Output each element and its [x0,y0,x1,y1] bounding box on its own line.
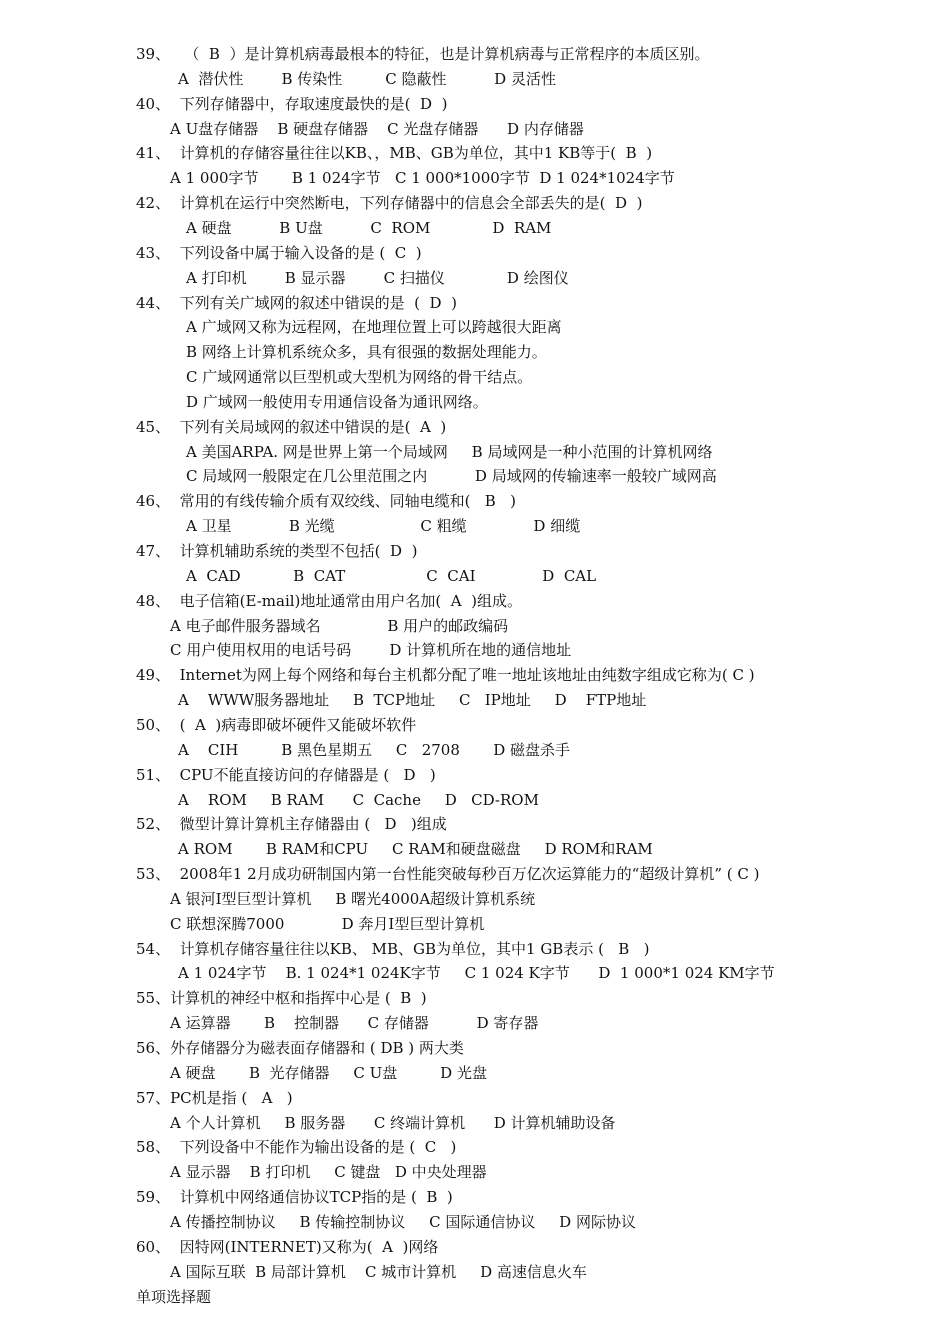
question-line: 47、 计算机辅助系统的类型不包括( D ) [136,542,418,560]
question-line: 52、 微型计算计算机主存储器由 ( D )组成 [136,815,447,834]
option-line: A 打印机 B 显示器 C 扫描仪 D 绘图仪 [186,268,569,287]
question-line: 48、 电子信箱(E-mail)地址通常由用户名加( A )组成。 [136,591,522,610]
question-line: 55、计算机的神经中枢和指挥中心是 ( B ) [136,989,427,1008]
option-line: A WWW服务器地址 B TCP地址 C IP地址 D FTP地址 [178,691,647,710]
option-line: C 用户使用权用的电话号码 D 计算机所在地的通信地址 [170,641,572,660]
option-line: A 广域网又称为远程网，在地理位置上可以跨越很大距离 [186,318,562,337]
option-line: A ROM B RAM C Cache D CD-ROM [178,790,539,809]
question-line: 54、 计算机存储容量往往以KB、 MB、GB为单位，其中1 GB表示 ( B ) [136,939,650,958]
question-line: 53、 2008年1 2月成功研制国内第一台性能突破每秒百万亿次运算能力的“超级计算机” ( C ) [136,865,760,884]
question-line: 41、 计算机的存储容量往往以KB、，MB、GB为单位，其中1 KB等于( B ) [136,144,653,163]
option-line: A 运算器 B 控制器 C 存储器 D 寄存器 [170,1014,539,1033]
option-line: A 显示器 B 打印机 C 键盘 D 中央处理器 [170,1163,487,1182]
option-line: C 广域网通常以巨型机或大型机为网络的骨干结点。 [186,368,533,387]
option-line: A 传播控制协议 B 传输控制协议 C 国际通信协议 D 网际协议 [170,1212,636,1231]
option-line: D 广域网一般使用专用通信设备为通讯网络。 [186,392,488,411]
question-line: 44、 下列有关广域网的叙述中错误的是 ( D ) [136,293,457,312]
option-line: A CIH B 黑色星期五 C 2708 D 磁盘杀手 [178,740,571,759]
option-line: A 1 000字节 B 1 024字节 C 1 000*1000字节 D 1 024*1024字节 [170,169,675,188]
question-line: 49、 Internet为网上每个网络和每台主机都分配了唯一地址该地址由纯数字组成它称为( C ) [136,666,755,685]
option-line: A ROM B RAM和CPU C RAM和硬盘磁盘 D ROM和RAM [178,840,653,859]
option-line: A 电子邮件服务器域名 B 用户的邮政编码 [170,616,509,635]
option-line: C 局域网一般限定在几公里范围之内 D 局域网的传输速率一般较广域网高 [186,467,717,486]
option-line: A 美国ARPA. 网是世界上第一个局域网 B 局域网是一种小范围的计算机网络 [186,442,713,461]
option-line: A 硬盘 B U盘 C ROM D RAM [186,218,552,237]
question-line: 42、 计算机在运行中突然断电，下列存储器中的信息会全部丢失的是( D ) [136,194,643,213]
option-line: A 个人计算机 B 服务器 C 终端计算机 D 计算机辅助设备 [170,1113,616,1132]
option-line: A U盘存储器 B 硬盘存储器 C 光盘存储器 D 内存储器 [170,119,584,138]
question-line: 57、PC机是指 ( A ) [136,1088,293,1107]
question-line: 43、 下列设备中属于输入设备的是 ( C ) [136,243,422,262]
question-line: 45、 下列有关局域网的叙述中错误的是( A ) [136,417,447,436]
question-line: 50、 ( A )病毒即破坏硬件又能破坏软件 [136,715,417,734]
question-line: 40、 下列存储器中，存取速度最快的是( D ) [136,94,448,113]
section-footer-label: 单项选择题 [136,1287,212,1306]
option-line: A 硬盘 B 光存储器 C U盘 D 光盘 [170,1063,487,1082]
option-line: A 银河I型巨型计算机 B 曙光4000A超级计算机系统 [170,889,536,908]
option-line: C 联想深腾7000 D 奔月I型巨型计算机 [170,914,485,933]
option-line: A 潜伏性 B 传染性 C 隐蔽性 D 灵活性 [178,69,556,88]
question-line: 59、 计算机中网络通信协议TCP指的是 ( B ) [136,1188,453,1207]
question-line: 51、 CPU不能直接访问的存储器是 ( D ) [136,765,436,784]
question-line: 56、外存储器分为磁表面存储器和 ( DB ) 两大类 [136,1039,464,1057]
question-line: 58、 下列设备中不能作为输出设备的是 ( C ) [136,1138,457,1157]
option-line: A CAD B CAT C CAI D CAL [186,566,597,585]
question-line: 60、 因特网(INTERNET)又称为( A )网络 [136,1237,439,1256]
option-line: A 卫星 B 光缆 C 粗缆 D 细缆 [186,517,581,536]
option-line: B 网络上计算机系统众多，具有很强的数据处理能力。 [186,343,547,362]
question-line: 46、 常用的有线传输介质有双绞线、同轴电缆和( B ) [136,492,516,511]
option-line: A 国际互联 B 局部计算机 C 城市计算机 D 高速信息火车 [170,1262,587,1281]
question-line: 39、 （ B ）是计算机病毒最根本的特征，也是计算机病毒与正常程序的本质区别。 [136,45,710,63]
option-line: A 1 024字节 B. 1 024*1 024K字节 C 1 024 K字节 D 1 000*1 024 KM字节 [178,964,775,983]
